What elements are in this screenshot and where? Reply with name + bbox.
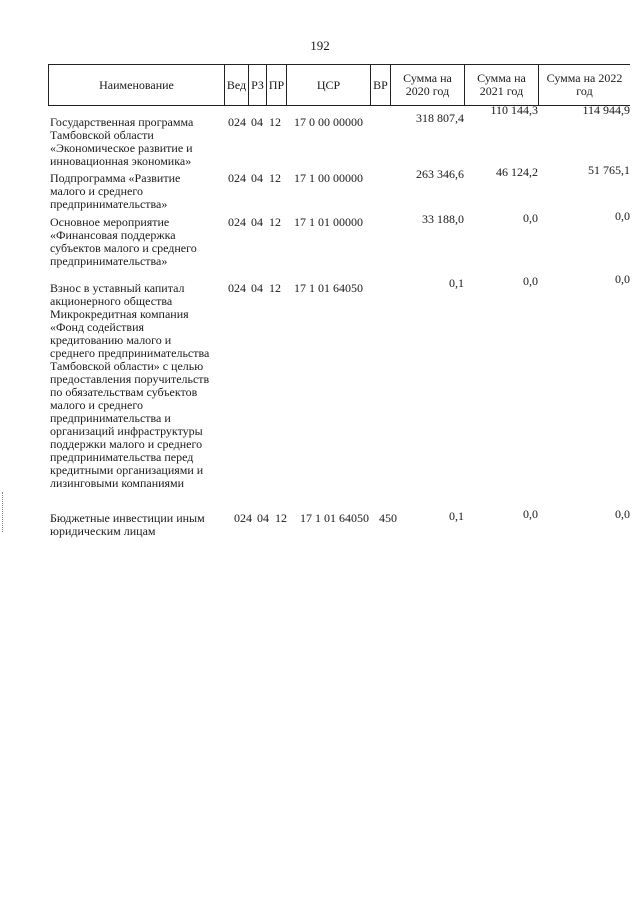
scan-margin-mark <box>2 492 7 532</box>
header-csr: ЦСР <box>286 65 370 105</box>
row-ved: 024 <box>228 115 246 129</box>
row-sum-2022: 0,0 <box>615 507 630 521</box>
row-ved: 024 <box>228 281 246 295</box>
header-sum-2021: Сумма на 2021 год <box>464 65 538 105</box>
header-ved: Вед <box>224 65 248 105</box>
row-sum-2020: 0,1 <box>449 276 464 290</box>
row-name: Основное мероприятие «Финансовая поддержка субъектов малого и среднего предпринимательства» <box>50 215 197 268</box>
row-pr: 12 <box>269 115 281 129</box>
row-csr: 17 1 00 00000 <box>294 171 363 185</box>
table-header <box>48 64 630 106</box>
row-rz: 04 <box>251 215 263 229</box>
row-sum-2021: 110 144,3 <box>490 103 538 117</box>
row-ved: 024 <box>228 171 246 185</box>
row-sum-2021: 0,0 <box>523 211 538 225</box>
row-ved: 024 <box>234 511 252 525</box>
row-sum-2021: 0,0 <box>523 507 538 521</box>
row-sum-2022: 114 944,9 <box>582 103 630 117</box>
header-pr: ПР <box>266 65 286 105</box>
row-name: Взнос в уставный капитал акционерного общества Микрокредитная компания «Фонд содействия кредитованию малого и среднего предпринимательства Тамбовской области» с целью предоставления поручительств по обязательствам субъектов малого и среднего предпринимательства и организаций инфраструктуры поддержки малого и среднего предпринимательства перед кредитными организациями и лизинговыми компаниями <box>50 281 210 490</box>
row-name: Государственная программа Тамбовской области «Экономическое развитие и инновационная экономика» <box>50 115 194 168</box>
row-ved: 024 <box>228 215 246 229</box>
row-sum-2021: 0,0 <box>523 274 538 288</box>
row-rz: 04 <box>251 281 263 295</box>
row-pr: 12 <box>269 215 281 229</box>
row-csr: 17 1 01 64050 <box>294 281 363 295</box>
header-rz: РЗ <box>248 65 266 105</box>
row-sum-2020: 33 188,0 <box>422 212 464 226</box>
row-csr: 17 0 00 00000 <box>294 115 363 129</box>
header-vr: ВР <box>370 65 390 105</box>
row-name: Бюджетные инвестиции иным юридическим лицам <box>50 511 205 538</box>
row-csr: 17 1 01 00000 <box>294 215 363 229</box>
row-sum-2022: 0,0 <box>615 272 630 286</box>
row-pr: 12 <box>269 281 281 295</box>
row-rz: 04 <box>257 511 269 525</box>
page-number: 192 <box>310 38 330 53</box>
header-sum-2022: Сумма на 2022 год <box>538 65 630 105</box>
header-sum-2020: Сумма на 2020 год <box>390 65 464 105</box>
row-sum-2022: 0,0 <box>615 209 630 223</box>
row-pr: 12 <box>269 171 281 185</box>
row-name: Подпрограмма «Развитие малого и среднего предпринимательства» <box>50 171 181 211</box>
row-sum-2020: 263 346,6 <box>416 167 464 181</box>
row-rz: 04 <box>251 115 263 129</box>
row-sum-2020: 318 807,4 <box>416 111 464 125</box>
header-name: Наименование <box>48 65 224 105</box>
row-pr: 12 <box>275 511 287 525</box>
row-vr: 450 <box>379 511 397 525</box>
row-sum-2020: 0,1 <box>449 509 464 523</box>
row-sum-2022: 51 765,1 <box>588 163 630 177</box>
row-csr: 17 1 01 64050 <box>300 511 369 525</box>
row-sum-2021: 46 124,2 <box>496 165 538 179</box>
row-rz: 04 <box>251 171 263 185</box>
